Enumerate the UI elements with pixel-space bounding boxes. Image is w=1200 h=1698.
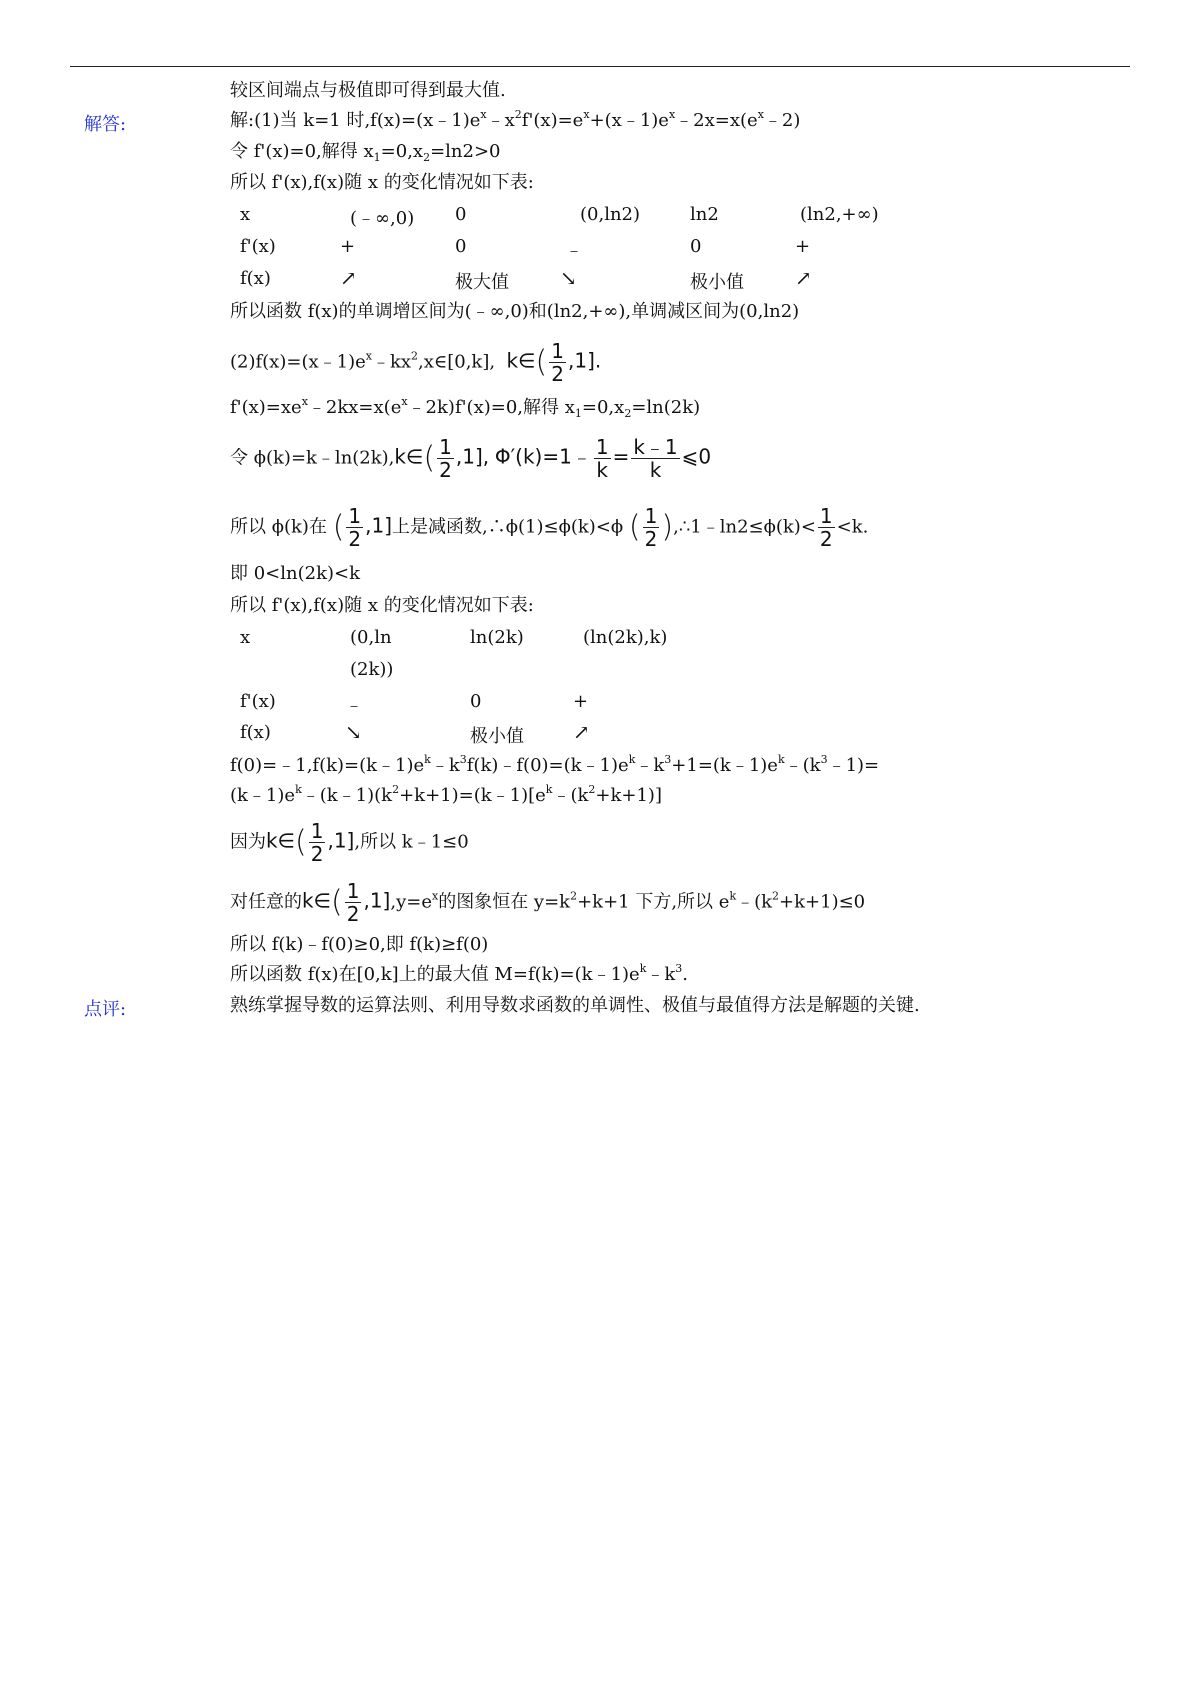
t1-cell: (﹣∞,0) <box>350 208 415 229</box>
t1-cell: f'(x) <box>240 236 276 257</box>
t1-cell: f(x) <box>240 268 271 289</box>
t1-cell: (ln2,+∞) <box>800 204 879 225</box>
intro-line: 较区间端点与极值即可得到最大值. <box>230 80 506 101</box>
up-arrow-icon: ↗ <box>795 266 812 290</box>
t1-cell: x <box>240 204 251 225</box>
t2-cell: (2k)) <box>350 659 394 680</box>
k-range-line: 因为k∈( $\frac{1}{2}$ ,1],所以 k﹣1≤0 <box>230 819 469 866</box>
comment-text: 熟练掌握导数的运算法则、利用导数求函数的单调性、极值与最值得方法是解题的关键. <box>230 995 920 1016</box>
part1-roots: 令 f'(x)=0,解得 $x_1=0,x_2=\ln 2>0$ <box>230 141 501 164</box>
t1-cell: (0,ln2) <box>580 204 641 225</box>
part1-conclusion: 所以函数 f(x)的单调增区间为(﹣∞,0)和(ln2,+∞),单调减区间为(0,ln2) <box>230 301 800 322</box>
table2-intro: 所以 f'(x),f(x)随 x 的变化情况如下表: <box>230 595 534 616</box>
t2-cell: 0 <box>470 691 482 712</box>
t1-cell: 0 <box>690 236 702 257</box>
answer-label: 解答: <box>84 114 127 135</box>
t2-cell: 极小值 <box>470 726 524 747</box>
phi-definition: 令 ϕ(k)=k﹣ln(2k),k∈( $\frac{1}{2}$ ,1], Φ′(k)=1﹣ $\frac{1}{k}$ = $\frac{k﹣1}{k}$ ⩽0 <box>230 435 712 482</box>
t1-cell: ﹣ <box>565 240 583 261</box>
t1-cell: ln2 <box>690 204 719 225</box>
t2-cell: x <box>240 627 251 648</box>
phi-decreasing: 所以 ϕ(k)在 ( $\frac{1}{2}$ ,1]上是减函数,∴ϕ(1)≤ϕ(k)<ϕ ( $\frac{1}{2}$ ),∴1﹣ln2≤ϕ(k)< $\frac{1}{2}$ <k. <box>230 504 869 551</box>
t1-cell: 0 <box>455 236 467 257</box>
max-value-line: 所以函数 f(x)在[0,k]上的最大值 $M=f(k)=(k﹣1)e^k﹣k^3$. <box>230 962 689 985</box>
inequality-line: 所以 f(k)﹣f(0)≥0,即 f(k)≥f(0) <box>230 934 489 955</box>
t2-cell: + <box>573 691 589 712</box>
t1-cell: + <box>795 236 811 257</box>
part2-derivative: $f'(x)=xe^x﹣2kx=x(e^x﹣2k)f'(x)=0$,解得 $x_1=0,x_2=\ln(2k)$ <box>230 395 701 420</box>
part2-function: $(2)f(x)=(x﹣1)e^x﹣kx^2,x\in[0,k]$, k∈( $\frac{1}{2}$ ,1]. <box>230 339 602 386</box>
t1-cell: 0 <box>455 204 467 225</box>
t2-cell: ln(2k) <box>470 627 524 648</box>
part1-derivative: 解:(1)当 k=1 时$,f(x)=(x﹣1)e^x﹣x^2f'(x)=e^x+(x﹣1)e^x﹣2x=x(e^x﹣2)$ <box>230 108 801 131</box>
exp-compare-line: 对任意的k∈( $\frac{1}{2}$ $,1],y=e^x$的图象恒在 $y=k^2+k+1$ 下方,所以 $e^k﹣(k^2+k+1)\le 0$ <box>230 879 866 926</box>
up-arrow-icon: ↗ <box>340 266 357 290</box>
t2-cell: (0,ln <box>350 627 392 648</box>
top-rule <box>70 66 1130 67</box>
comment-label: 点评: <box>84 999 127 1020</box>
t2-cell: (ln(2k),k) <box>583 627 668 648</box>
t2-cell: f(x) <box>240 722 271 743</box>
ln-bound: 即 0<ln(2k)<k <box>230 563 360 584</box>
down-arrow-icon: ↘ <box>560 266 577 290</box>
t1-cell: 极小值 <box>690 272 744 293</box>
t2-cell: ﹣ <box>345 695 363 716</box>
t2-cell: f'(x) <box>240 691 276 712</box>
difference-line-2: $(k﹣1)e^k﹣(k﹣1)(k^2+k+1)=(k﹣1)[e^k﹣(k^2+k+1)]$ <box>230 783 662 806</box>
down-arrow-icon: ↘ <box>345 720 362 744</box>
difference-line-1: $f(0)=﹣1,f(k)=(k﹣1)e^k﹣k^3f(k)﹣f(0)=(k﹣1)e^k﹣k^3+1=(k﹣1)e^k﹣(k^3﹣1)=$ <box>230 753 880 776</box>
up-arrow-icon: ↗ <box>573 720 590 744</box>
table1-intro: 所以 f'(x),f(x)随 x 的变化情况如下表: <box>230 172 534 193</box>
t1-cell: 极大值 <box>455 272 509 293</box>
t1-cell: + <box>340 236 356 257</box>
